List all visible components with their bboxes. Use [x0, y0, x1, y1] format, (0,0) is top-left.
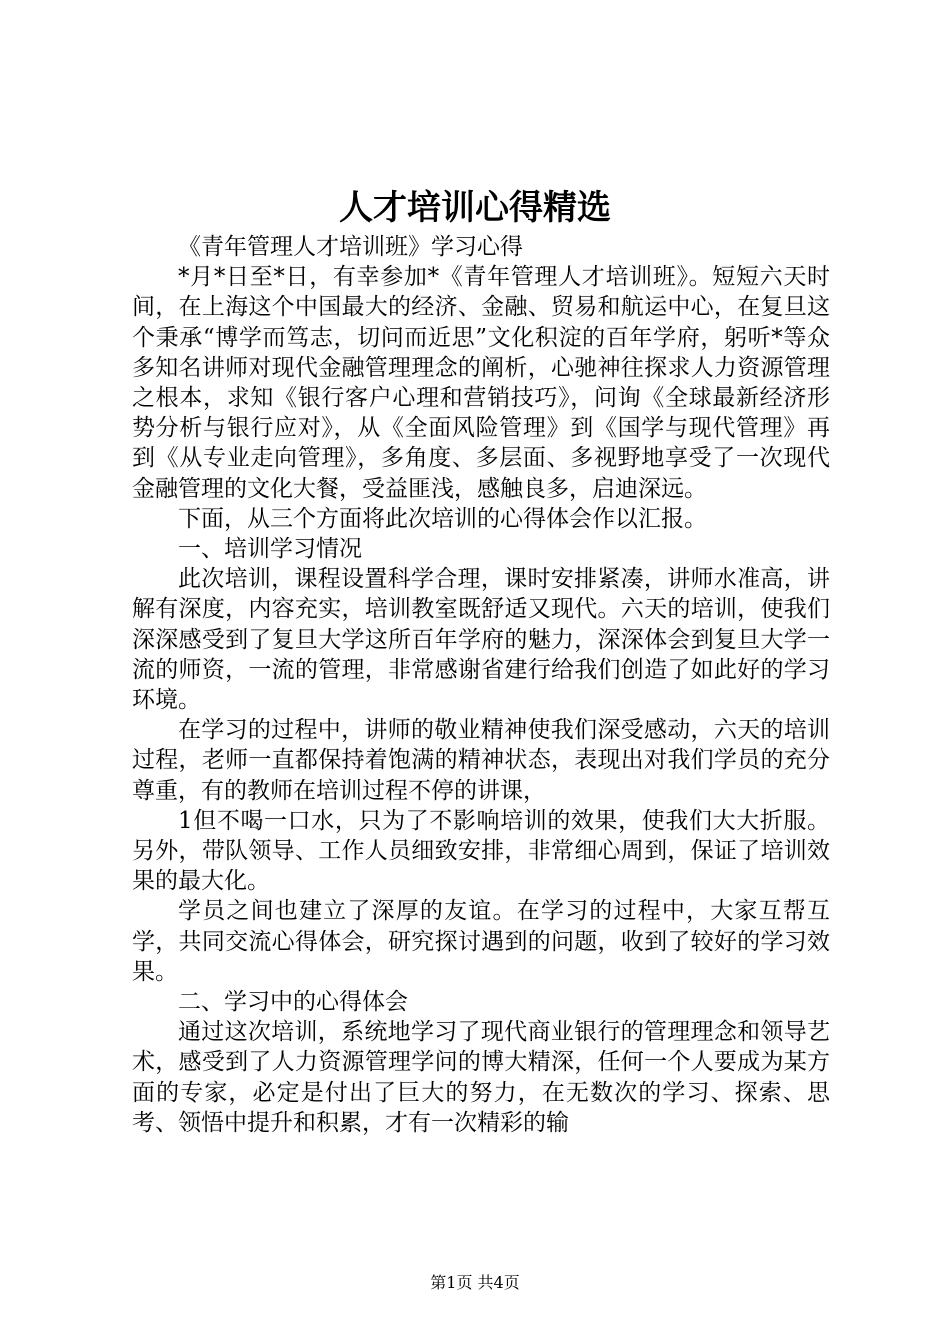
paragraph: 《青年管理人才培训班》学习心得 [178, 234, 523, 260]
paragraph: *月*日至*日，有幸参加*《青年管理人才培训班》。短短六天时间，在上海这个中国最大的经济、金融、贸易和航运中心，在复旦这个秉承“博学而笃志，切问而近思”文化积淀的百年学府，躬听*等众多知名讲师对现代金融管理理念的阐析，心驰神往探求人力资源管理之根本，求知《银行客户心理和营销技巧》，问询《全球最新经济形势分析与银行应对》，从《全面风险管理》到《国学与现代管理》再到《从专业走向管理》，多角度、多层面、多视野地享受了一次现代金融管理的文化大餐，受益匪浅，感触良多，启迪深远。 [132, 264, 830, 502]
section-heading: 二、学习中的心得体会 [178, 989, 408, 1016]
page-title: 人才培训心得精选 [339, 188, 611, 228]
paragraph: 在学习的过程中，讲师的敬业精神使我们深受感动，六天的培训过程，老师一直都保持着饱满的精神状态，表现出对我们学员的充分尊重，有的教师在培训过程不停的讲课， [132, 717, 830, 804]
paragraph: 学员之间也建立了深厚的友谊。在学习的过程中，大家互帮互学，共同交流心得体会，研究探讨遇到的问题，收到了较好的学习效果。 [132, 898, 830, 985]
paragraph: 此次培训，课程设置科学合理，课时安排紧凑，讲师水准高，讲解有深度，内容充实，培训教室既舒适又现代。六天的培训，使我们深深感受到了复旦大学这所百年学府的魅力，深深体会到复旦大学一流的师资，一流的管理，非常感谢省建行给我们创造了如此好的学习环境。 [132, 566, 830, 714]
paragraph: 通过这次培训，系统地学习了现代商业银行的管理理念和领导艺术，感受到了人力资源管理学问的博大精深，任何一个人要成为某方面的专家，必定是付出了巨大的努力，在无数次的学习、探索、思考、领悟中提升和积累，才有一次精彩的输 [132, 1019, 830, 1136]
paragraph: 下面，从三个方面将此次培训的心得体会作以汇报。 [178, 505, 707, 532]
paragraph: 1但不喝一口水，只为了不影响培训的效果，使我们大大折服。另外，带队领导、工作人员细致安排，非常细心周到，保证了培训效果的最大化。 [132, 807, 830, 895]
section-heading: 一、培训学习情况 [178, 536, 362, 563]
document-body [132, 232, 830, 1138]
page-footer: 第1页 共4页 [430, 1273, 520, 1292]
